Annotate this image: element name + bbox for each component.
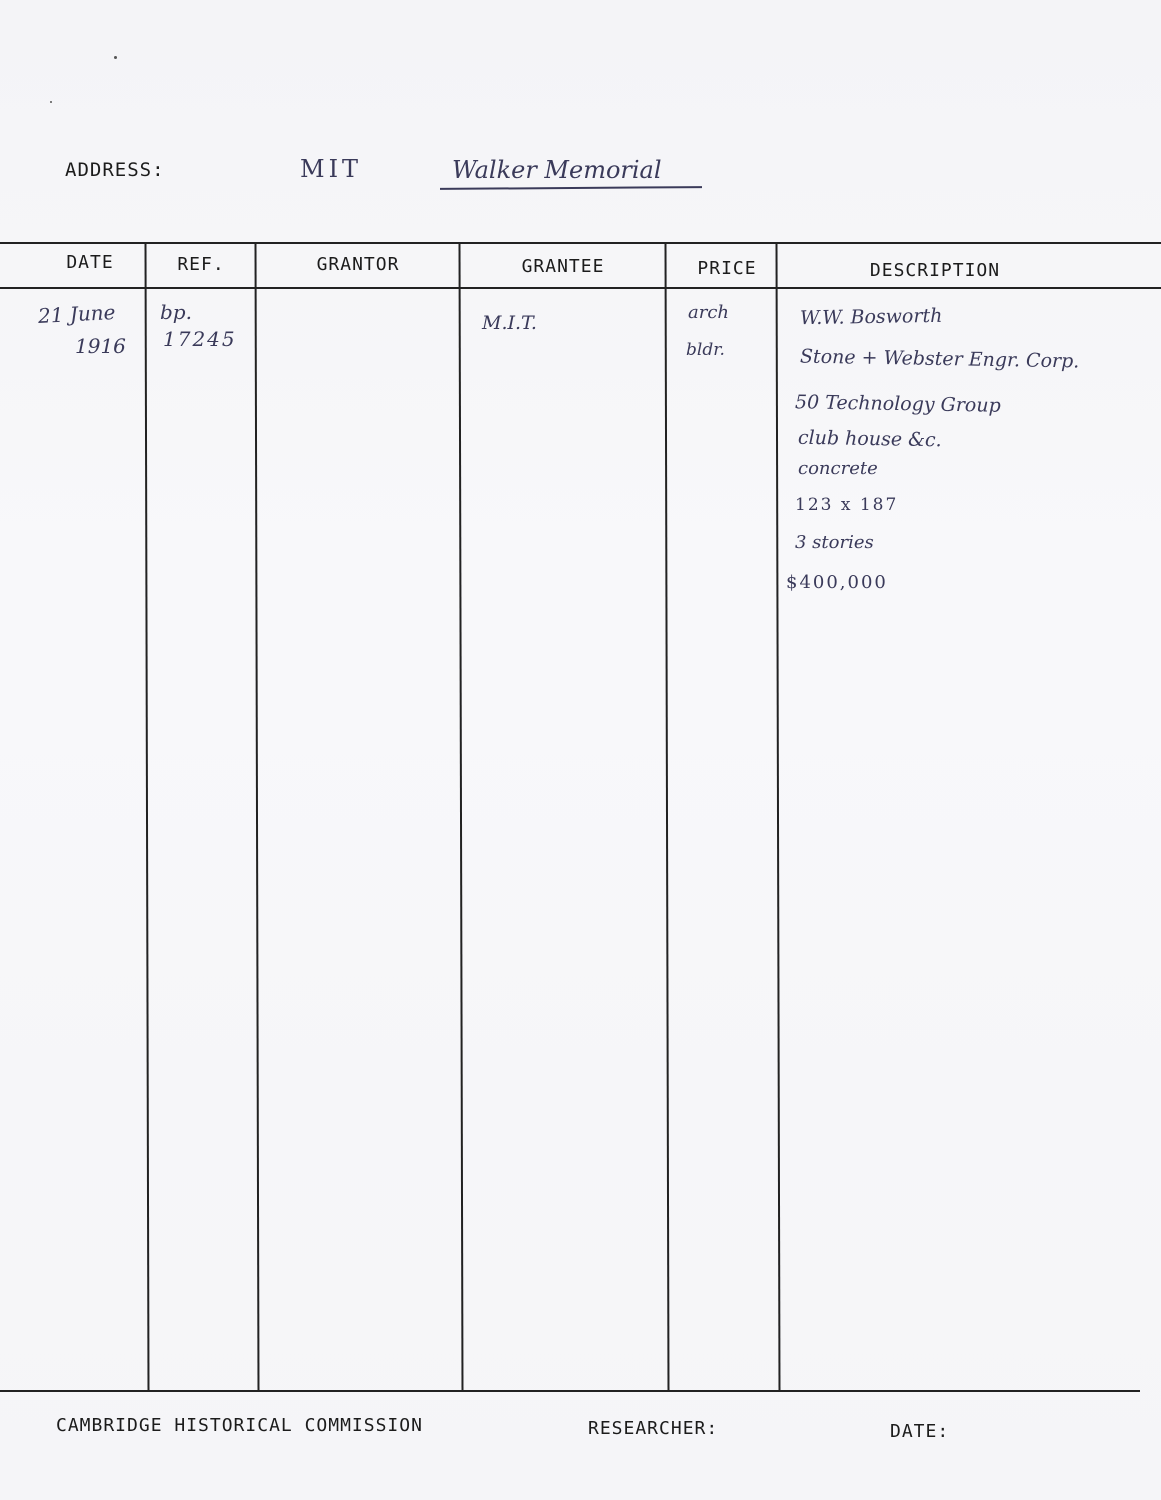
table-bottom-rule <box>0 1390 1140 1392</box>
column-divider <box>458 242 463 1392</box>
column-header-grantee: GRANTEE <box>521 256 605 277</box>
entry-description-line: $400,000 <box>786 572 888 593</box>
column-header-ref: REF. <box>177 254 225 275</box>
column-header-description: DESCRIPTION <box>869 260 1001 281</box>
entry-description-line: W.W. Bosworth <box>799 304 943 330</box>
address-value: MIT <box>300 155 363 183</box>
column-header-price: PRICE <box>697 258 757 279</box>
footer-researcher-label: RESEARCHER: <box>588 1418 719 1439</box>
entry-price-line2: bldr. <box>686 340 725 360</box>
column-divider <box>664 242 669 1392</box>
address-underline <box>440 186 702 190</box>
address-label: ADDRESS: <box>65 159 165 181</box>
column-header-grantor: GRANTOR <box>316 254 400 275</box>
entry-price-line1: arch <box>688 302 730 323</box>
column-divider <box>144 242 149 1392</box>
entry-description-line: 123 x 187 <box>795 495 899 515</box>
address-building: Walker Memorial <box>452 156 662 184</box>
entry-description-line: 3 stories <box>795 532 874 553</box>
footer-commission: CAMBRIDGE HISTORICAL COMMISSION <box>56 1415 423 1436</box>
entry-date-line1: 21 June <box>37 299 116 329</box>
entry-description-line: club house &c. <box>797 426 942 452</box>
column-header-date: DATE <box>66 252 114 273</box>
entry-description-line: Stone + Webster Engr. Corp. <box>799 345 1080 373</box>
table-top-rule <box>0 242 1161 244</box>
entry-grantee: M.I.T. <box>482 312 537 334</box>
paper-speck <box>50 101 52 103</box>
entry-ref-line2: 17245 <box>163 327 237 351</box>
column-divider <box>775 242 780 1392</box>
entry-description-line: concrete <box>798 458 878 479</box>
entry-date-line2: 1916 <box>75 334 126 358</box>
footer-date-label: DATE: <box>890 1421 950 1442</box>
table-header-rule <box>0 287 1161 289</box>
entry-description-line: 50 Technology Group <box>794 391 1001 417</box>
entry-ref-line1: bp. <box>160 300 192 324</box>
column-divider <box>254 242 259 1392</box>
paper-speck <box>114 56 117 59</box>
